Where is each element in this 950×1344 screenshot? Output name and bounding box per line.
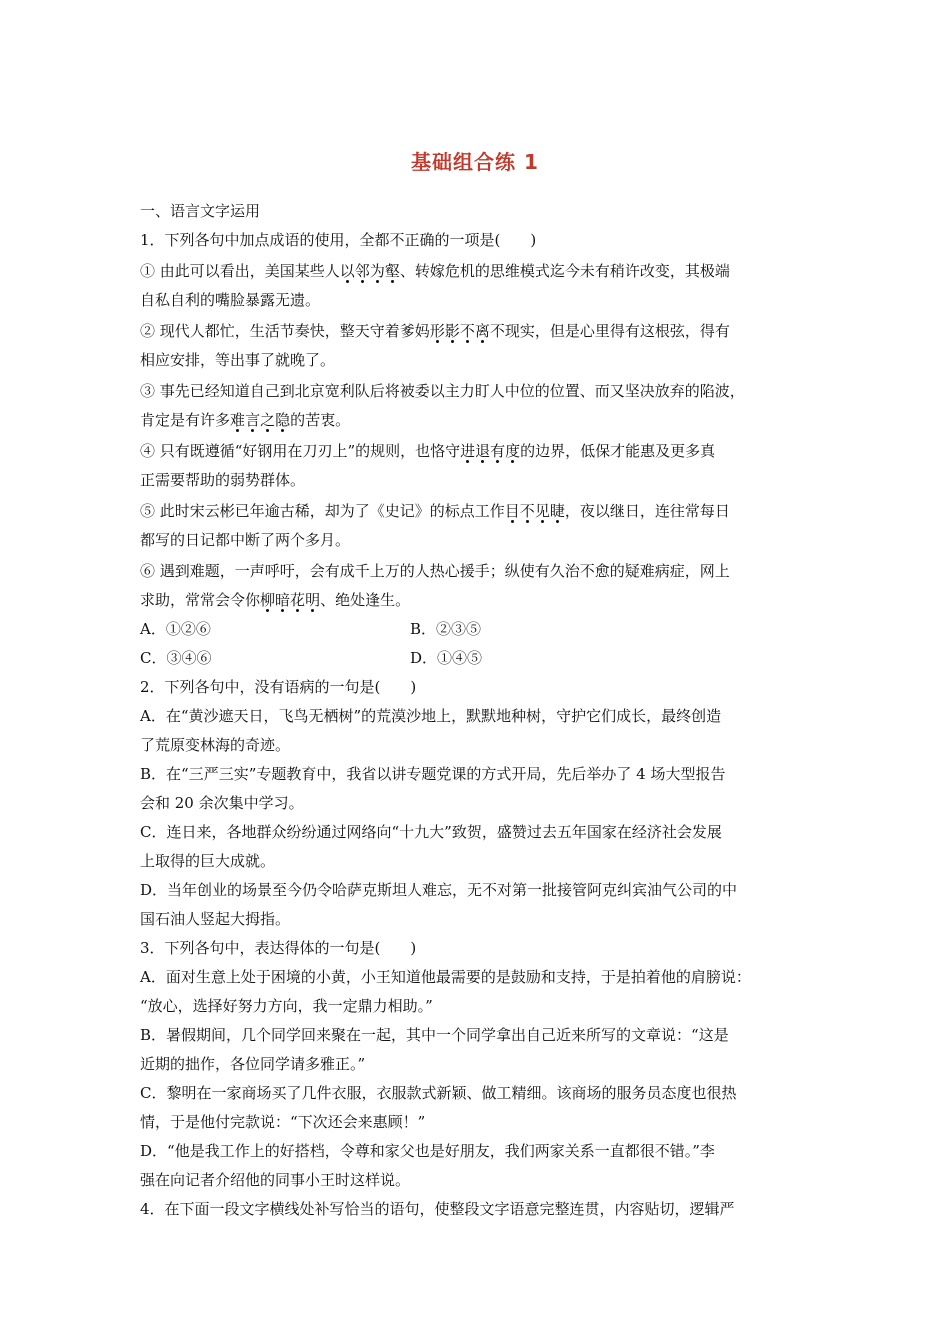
q2-option-d-line-2: 国石油人竖起大拇指。 — [140, 910, 291, 928]
dotted-char: 不 — [459, 322, 475, 340]
dotted-char: 以 — [339, 262, 355, 280]
q3-option-a-line-2: “放心，选择好努力方向，我一定鼎力相助。” — [140, 997, 433, 1015]
q1-sentence-3-line-2: 肯定是有许多难言之隐的苦衷。 — [140, 411, 351, 429]
dotted-char: 睫 — [549, 502, 565, 520]
q3-option-a-line-1: A．面对生意上处于困境的小黄，小王知道他最需要的是鼓励和支持，于是拍着他的肩膀说： — [140, 968, 751, 986]
dotted-char: 进 — [460, 442, 476, 460]
dotted-char: 邻 — [354, 262, 370, 280]
q1-sentence-2-line-2: 相应安排，等出事了就晚了。 — [140, 351, 336, 369]
dotted-char: 柳 — [260, 591, 276, 609]
dotted-char: 隐 — [275, 411, 291, 429]
option-b[interactable]: B．②③⑤ — [410, 620, 482, 638]
dotted-char: 壑 — [384, 262, 400, 280]
q2-option-b-line-1: B．在“三严三实”专题教育中，我省以讲专题党课的方式开局，先后举办了 4 场大型报告 — [140, 765, 726, 783]
option-a[interactable]: A．①②⑥ — [140, 620, 211, 638]
q1-sentence-3-line-1: ③ 事先已经知道自己到北京宽利队后将被委以主力盯人中位的位置、而又坚决放弃的陷波， — [140, 382, 745, 400]
q1-sentence-6-line-1: ⑥ 遇到难题，一声呼吁，会有成千上万的人热心援手；纵使有久治不愈的疑难病症，网上 — [140, 562, 730, 580]
dotted-char: 度 — [505, 442, 521, 460]
question-3-stem: 3．下列各句中，表达得体的一句是( ) — [140, 939, 417, 957]
q3-option-c-line-2: 情，于是他付完款说：“下次还会来惠顾！” — [140, 1113, 426, 1131]
section-heading: 一、语言文字运用 — [140, 202, 261, 220]
q1-sentence-1-line-1: ① 由此可以看出，美国某些人以邻为壑、转嫁危机的思维模式迄今未有稍许改变，其极端 — [140, 262, 730, 280]
dotted-char: 有 — [490, 442, 506, 460]
dotted-char: 退 — [475, 442, 491, 460]
dotted-char: 影 — [444, 322, 460, 340]
question-4-stem: 4．在下面一段文字横线处补写恰当的语句，使整段文字语意完整连贯，内容贴切，逻辑严 — [140, 1200, 735, 1218]
option-c[interactable]: C．③④⑥ — [140, 649, 212, 667]
q1-sentence-5-line-2: 都写的日记都中断了两个多月。 — [140, 531, 351, 549]
dotted-idiom — [505, 502, 565, 520]
dotted-char: 明 — [305, 591, 321, 609]
dotted-char: 不 — [519, 502, 535, 520]
q1-sentence-2-line-1: ② 现代人都忙，生活节奏快，整天守着爹妈形影不离不现实，但是心里得有这根弦，得有 — [140, 322, 730, 340]
q1-sentence-5-line-1: ⑤ 此时宋云彬已年逾古稀，却为了《史记》的标点工作目不见睫，夜以继日，连往常每日 — [140, 502, 730, 520]
q1-options-row-1 — [140, 615, 812, 644]
q1-sentence-4-line-2: 正需要帮助的弱势群体。 — [140, 471, 306, 489]
dotted-char: 形 — [429, 322, 445, 340]
q1-options-row-2 — [140, 644, 812, 673]
q3-option-d-line-1: D．“他是我工作上的好搭档，令尊和家父也是好朋友，我们两家关系一直都很不错。”李 — [140, 1142, 715, 1160]
q2-option-c-line-1: C．连日来，各地群众纷纷通过网络向“十九大”致贺，盛赞过去五年国家在经济社会发展 — [140, 823, 722, 841]
q2-option-c-line-2: 上取得的巨大成就。 — [140, 852, 276, 870]
q1-sentence-4-line-1: ④ 只有既遵循“好钢用在刀刃上”的规则，也恪守进退有度的边界，低保才能惠及更多真 — [140, 442, 716, 460]
dotted-char: 难 — [230, 411, 246, 429]
q3-option-c-line-1: C．黎明在一家商场买了几件衣服，衣服款式新颖、做工精细。该商场的服务员态度也很热 — [140, 1084, 737, 1102]
dotted-idiom — [460, 442, 520, 460]
dotted-char: 见 — [534, 502, 550, 520]
page-title: 基础组合练 1 — [411, 150, 539, 174]
dotted-char: 之 — [260, 411, 276, 429]
q2-option-b-line-2: 会和 20 余次集中学习。 — [140, 794, 304, 812]
dotted-idiom — [260, 591, 320, 609]
dotted-idiom: 许多难言之隐 — [200, 411, 291, 429]
q1-sentence-1-line-2: 自私自利的嘴脸暴露无遗。 — [140, 291, 321, 309]
dotted-char: 目 — [504, 502, 520, 520]
option-d[interactable]: D．①④⑤ — [410, 649, 483, 667]
q3-option-b-line-1: B．暑假期间，几个同学回来聚在一起，其中一个同学拿出自己近来所写的文章说：“这是 — [140, 1026, 729, 1044]
q2-option-a-line-2: 了荒原变林海的奇迹。 — [140, 736, 291, 754]
dotted-char: 花 — [290, 591, 306, 609]
dotted-idiom — [340, 262, 400, 280]
q2-option-a-line-1: A．在“黄沙遮天日，飞鸟无栖树”的荒漠沙地上，默默地种树，守护它们成长，最终创造 — [140, 707, 722, 725]
document-body — [140, 197, 812, 1224]
dotted-char: 言 — [245, 411, 261, 429]
dotted-char: 离 — [474, 322, 490, 340]
dotted-char: 暗 — [275, 591, 291, 609]
q2-option-d-line-1: D．当年创业的场景至今仍令哈萨克斯坦人难忘，无不对第一批接管阿克纠宾油气公司的中 — [140, 881, 738, 899]
dotted-idiom: 爹妈形影不离 — [399, 322, 490, 340]
q3-option-d-line-2: 强在向记者介绍他的同事小王时这样说。 — [140, 1171, 411, 1189]
question-1-stem: 1．下列各句中加点成语的使用，全都不正确的一项是( ) — [140, 231, 537, 249]
dotted-char: 为 — [369, 262, 385, 280]
question-2-stem: 2．下列各句中，没有语病的一句是( ) — [140, 678, 417, 696]
q3-option-b-line-2: 近期的拙作，各位同学请多雅正。” — [140, 1055, 366, 1073]
q1-sentence-6-line-2: 求助，常常会令你柳暗花明、绝处逢生。 — [140, 591, 411, 609]
